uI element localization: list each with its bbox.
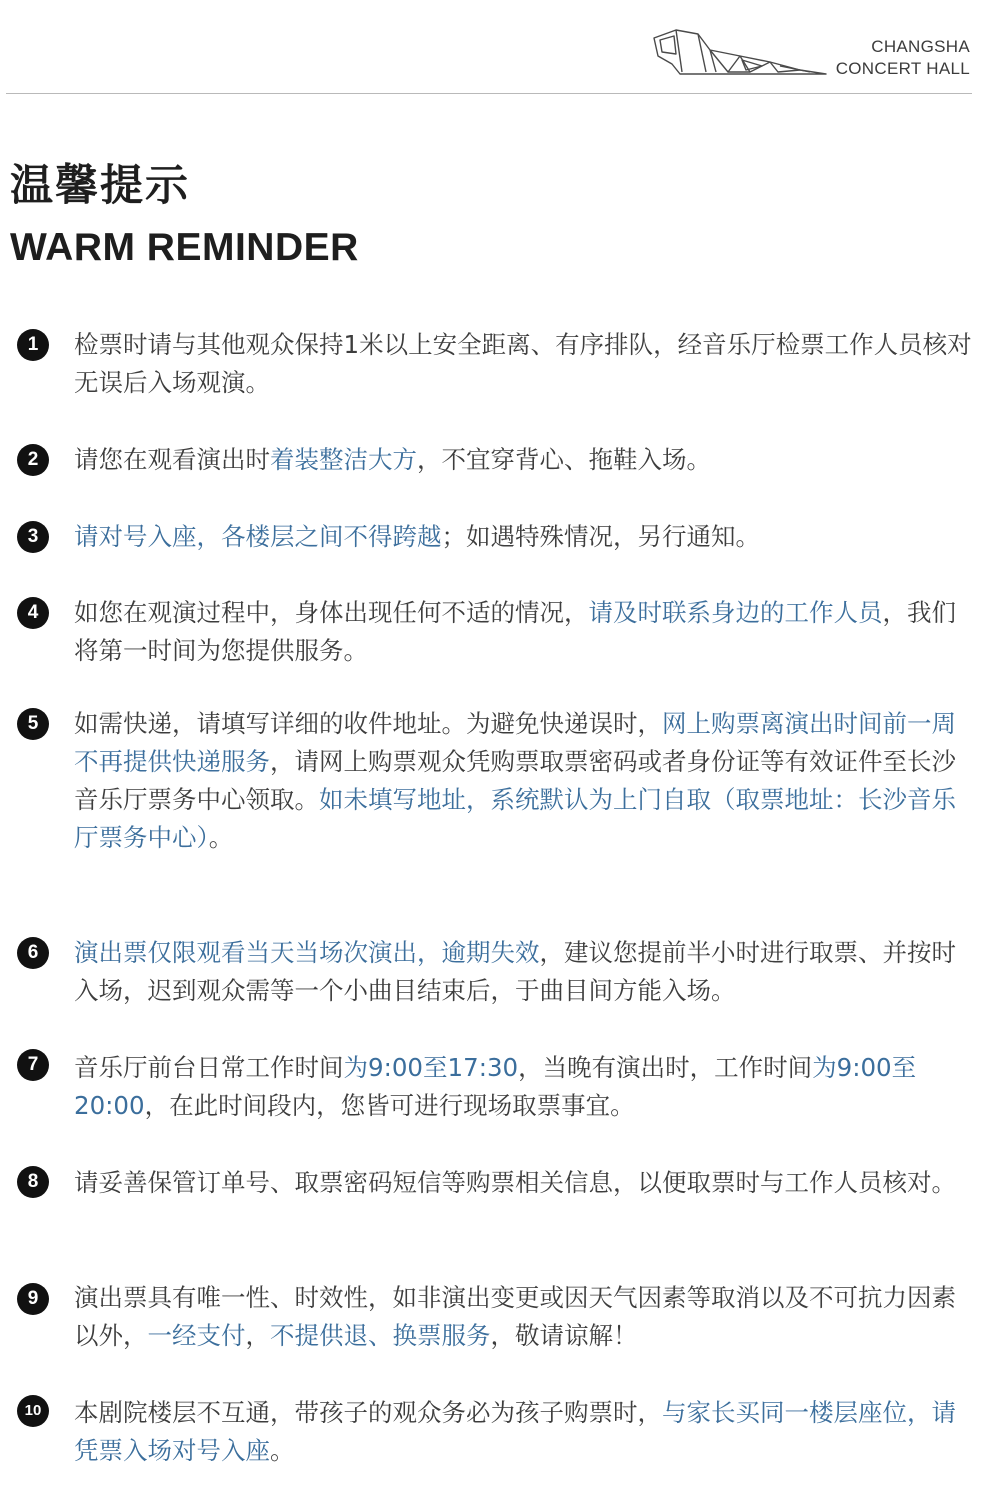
body-text: 请妥善保管订单号、取票密码短信等购票相关信息，以便取票时与工作人员核对。 — [74, 1168, 956, 1197]
number-badge: 6 — [17, 937, 49, 969]
highlight-text: 不提供退、换票服务 — [270, 1321, 491, 1350]
body-text: ，我们将第一时间为您提供服务。 — [74, 598, 956, 665]
body-text: 。 — [270, 1436, 295, 1465]
highlight-text: 如未填写地址，系统默认为上门自取（取票地址：长沙音乐厅票务中心） — [74, 785, 956, 852]
concert-hall-building-icon — [650, 26, 830, 78]
body-text: ，当晚有演出时，工作时间 — [518, 1053, 813, 1082]
number-badge: 5 — [17, 708, 49, 740]
logo-line-1: CHANGSHA — [871, 37, 970, 56]
page-title-en: WARM REMINDER — [10, 226, 359, 269]
highlight-text: 演出票仅限观看当天当场次演出，逾期失效 — [74, 938, 540, 967]
body-text: 如您在观演过程中，身体出现任何不适的情况， — [74, 598, 589, 627]
body-text: ，在此时间段内，您皆可进行现场取票事宜。 — [144, 1091, 635, 1120]
item-text — [74, 518, 979, 556]
number-badge: 7 — [17, 1049, 49, 1081]
number-badge: 4 — [17, 597, 49, 629]
item-text — [74, 594, 979, 670]
highlight-text: 一经支付 — [147, 1321, 246, 1350]
body-text: ，敬请谅解！ — [490, 1321, 638, 1350]
highlight-text: 与家长买同一楼层座位，请凭票入场对号入座 — [74, 1398, 956, 1465]
highlight-text: 请对号入座，各楼层之间不得跨越 — [74, 522, 442, 551]
highlight-text: 网上购票离演出时间前一周不再提供快递服务 — [74, 709, 956, 776]
body-text: ，不宜穿背心、拖鞋入场。 — [417, 445, 711, 474]
item-text — [74, 441, 979, 479]
body-text: ， — [245, 1321, 270, 1350]
page-header — [0, 0, 996, 95]
body-text: 演出票具有唯一性、时效性，如非演出变更或因天气因素等取消以及不可抗力因素以外， — [74, 1283, 956, 1350]
body-text: ；如遇特殊情况，另行通知。 — [441, 522, 760, 551]
body-text: ，建议您提前半小时进行取票、并按时入场，迟到观众需等一个小曲目结束后，于曲目间方能入场。 — [74, 938, 956, 1005]
item-text — [74, 326, 979, 402]
number-badge: 1 — [17, 329, 49, 361]
body-text: 检票时请与其他观众保持1米以上安全距离、有序排队，经音乐厅检票工作人员核对无误后入场观演。 — [74, 330, 972, 397]
highlight-text: 着装整洁大方 — [270, 445, 417, 474]
item-text — [74, 1049, 979, 1125]
number-badge: 8 — [17, 1166, 49, 1198]
body-text: ，请网上购票观众凭购票取票密码或者身份证等有效证件至长沙音乐厅票务中心领取。 — [74, 747, 956, 814]
number-badge: 3 — [17, 521, 49, 553]
number-badge: 2 — [17, 444, 49, 476]
item-text — [74, 934, 979, 1010]
logo-line-2: CONCERT HALL — [835, 59, 970, 78]
highlight-text: 为9:00至17:30 — [343, 1053, 519, 1082]
page-title-cn: 温馨提示 — [10, 161, 190, 211]
number-badge: 9 — [17, 1283, 49, 1315]
item-text — [74, 1279, 979, 1355]
number-badge: 10 — [17, 1395, 49, 1427]
item-text — [74, 1394, 979, 1470]
item-text — [74, 1164, 979, 1202]
body-text: 如需快递，请填写详细的收件地址。为避免快递误时， — [74, 709, 662, 738]
logo-wordmark — [836, 36, 970, 80]
item-text — [74, 705, 979, 857]
body-text: 。 — [208, 823, 234, 852]
body-text: 音乐厅前台日常工作时间 — [74, 1053, 344, 1082]
highlight-text: 为9:00至20:00 — [74, 1053, 917, 1120]
header-divider — [6, 93, 972, 94]
body-text: 请您在观看演出时 — [74, 445, 270, 474]
highlight-text: 请及时联系身边的工作人员 — [588, 598, 883, 627]
body-text: 本剧院楼层不互通，带孩子的观众务必为孩子购票时， — [74, 1398, 662, 1427]
